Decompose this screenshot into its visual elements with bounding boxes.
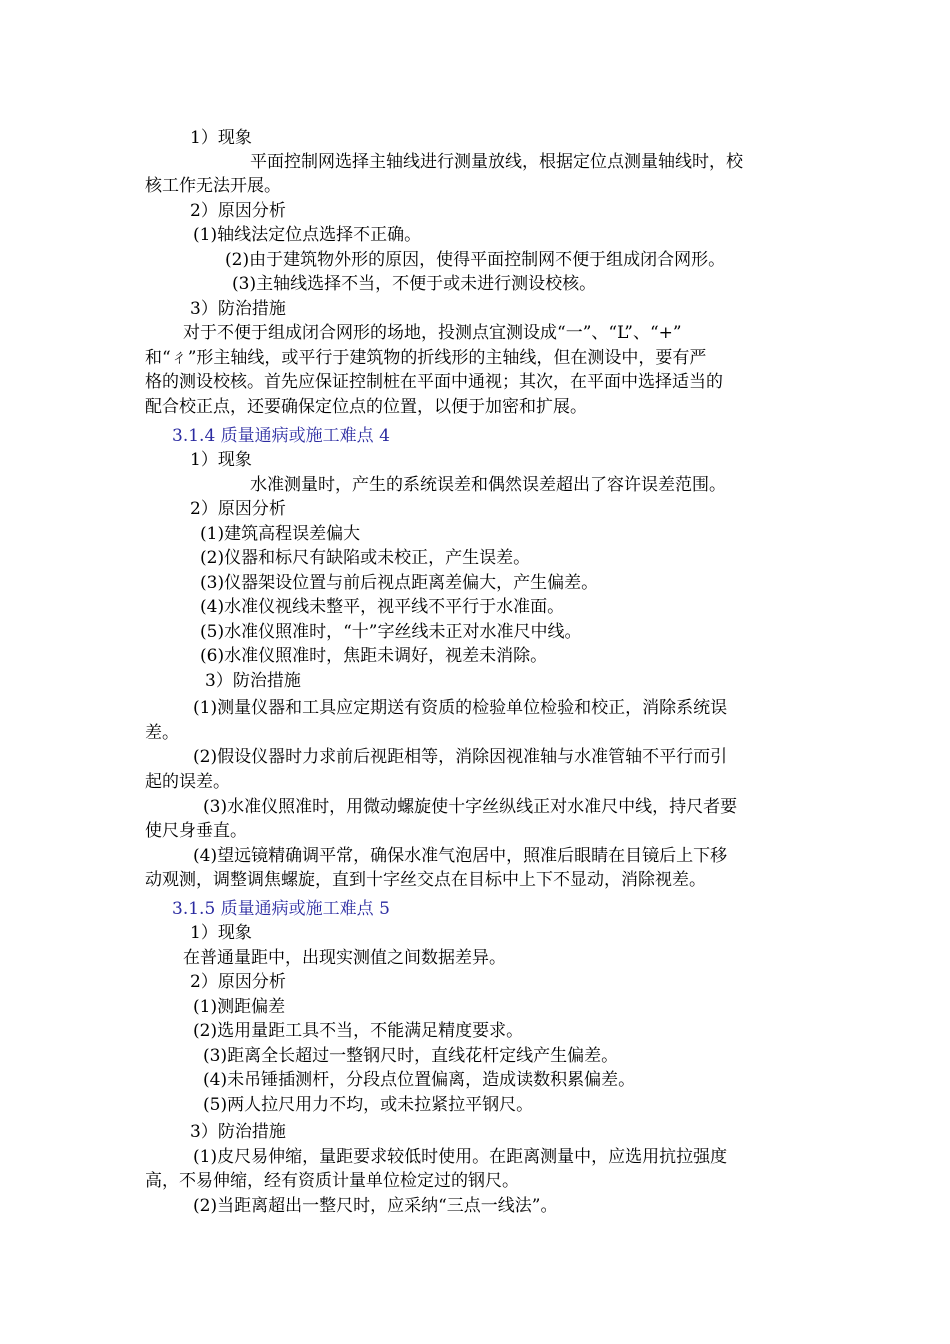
section-heading: 3.1.4 质量通病或施工难点 4	[172, 426, 390, 446]
list-item: (5)水准仪照准时，“十”字丝线未正对水准尺中线。	[200, 622, 582, 642]
paragraph-line: (1)皮尺易伸缩，量距要求较低时使用。在距离测量中，应选用抗拉强度	[193, 1147, 728, 1167]
paragraph-line: 配合校正点，还要确保定位点的位置，以便于加密和扩展。	[145, 397, 587, 417]
paragraph-line: (2)当距离超出一整尺时，应采纳“三点一线法”。	[193, 1196, 558, 1216]
paragraph-line: 格的测设校核。首先应保证控制桩在平面中通视；其次，在平面中选择适当的	[145, 372, 723, 392]
list-item: (4)水准仪视线未整平，视平线不平行于水准面。	[200, 597, 565, 617]
analysis-label: 2）原因分析	[190, 201, 286, 221]
list-item: (5)两人拉尺用力不均，或未拉紧拉平钢尺。	[203, 1095, 534, 1115]
section-heading: 3.1.5 质量通病或施工难点 5	[172, 899, 390, 919]
list-item: (1)测距偏差	[193, 997, 286, 1017]
phenomenon-label: 1）现象	[190, 450, 252, 470]
list-item: (3)仪器架设位置与前后视点距离差偏大，产生偏差。	[200, 573, 599, 593]
paragraph-line: 平面控制网选择主轴线进行测量放线，根据定位点测量轴线时，校	[250, 152, 743, 172]
list-item: (6)水准仪照准时，焦距未调好，视差未消除。	[200, 646, 548, 666]
paragraph-line: 水准测量时，产生的系统误差和偶然误差超出了容许误差范围。	[250, 475, 726, 495]
paragraph-line: (1)测量仪器和工具应定期送有资质的检验单位检验和校正，消除系统误	[193, 698, 728, 718]
analysis-label: 2）原因分析	[190, 972, 286, 992]
list-item: (2)选用量距工具不当，不能满足精度要求。	[193, 1021, 524, 1041]
measures-label: 3）防治措施	[205, 671, 301, 691]
phenomenon-label: 1）现象	[190, 128, 252, 148]
list-item: (3)距离全长超过一整钢尺时，直线花杆定线产生偏差。	[203, 1046, 619, 1066]
analysis-label: 2）原因分析	[190, 499, 286, 519]
measures-label: 3）防治措施	[190, 1122, 286, 1142]
list-item: (1)轴线法定位点选择不正确。	[193, 225, 422, 245]
paragraph-line: (4)望远镜精确调平常，确保水准气泡居中，照准后眼睛在目镜后上下移	[193, 846, 728, 866]
paragraph-line: 差。	[145, 723, 179, 743]
paragraph-line: (2)假设仪器时力求前后视距相等，消除因视准轴与水准管轴不平行而引	[193, 747, 728, 767]
measures-label: 3）防治措施	[190, 299, 286, 319]
list-item: (2)由于建筑物外形的原因，使得平面控制网不便于组成闭合网形。	[225, 250, 726, 270]
paragraph-line: 核工作无法开展。	[145, 176, 281, 196]
list-item: (4)未吊锤插测杆，分段点位置偏离，造成读数积累偏差。	[203, 1070, 636, 1090]
paragraph-line: (3)水准仪照准时，用微动螺旋使十字丝纵线正对水准尺中线，持尺者要	[203, 797, 738, 817]
paragraph-line: 高，不易伸缩，经有资质计量单位检定过的钢尺。	[145, 1171, 519, 1191]
paragraph-line: 在普通量距中，出现实测值之间数据差异。	[183, 948, 506, 968]
paragraph-line: 和“ㄔ”形主轴线，或平行于建筑物的折线形的主轴线，但在测设中，要有严	[145, 348, 707, 368]
list-item: (1)建筑高程误差偏大	[200, 524, 361, 544]
paragraph-line: 动观测，调整调焦螺旋，直到十字丝交点在目标中上下不显动，消除视差。	[145, 870, 706, 890]
list-item: (2)仪器和标尺有缺陷或未校正，产生误差。	[200, 548, 531, 568]
paragraph-line: 对于不便于组成闭合网形的场地，投测点宜测设成“一”、“L”、“+”	[183, 323, 682, 343]
paragraph-line: 使尺身垂直。	[145, 821, 247, 841]
phenomenon-label: 1）现象	[190, 923, 252, 943]
paragraph-line: 起的误差。	[145, 772, 230, 792]
list-item: (3)主轴线选择不当，不便于或未进行测设校核。	[232, 274, 597, 294]
